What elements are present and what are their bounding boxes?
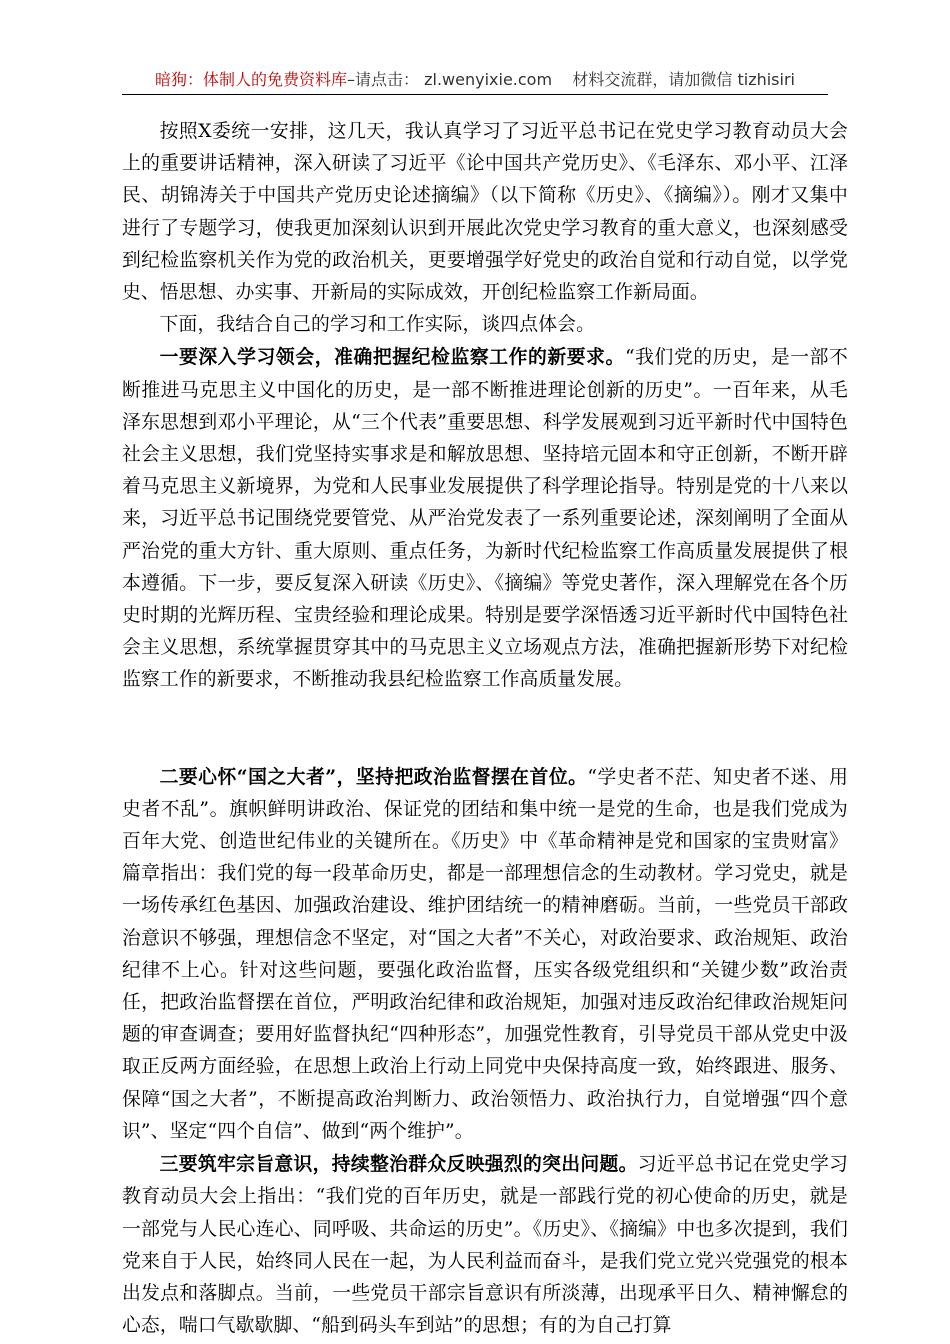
paragraph-overview: 下面，我结合自己的学习和工作实际，谈四点体会。 — [159, 314, 596, 336]
paragraph-intro: 按照X委统一安排，这几天，我认真学习了习近平总书记在党史学习教育动员大会上的重要讲话精神，深入研读了习近平《论中国共产党历史》、《毛泽东、邓小平、江泽民、胡锦涛关于中国共产党历史论述摘编》（以下简称《历史》、《摘编》）。刚才又集中进行了专题学习，使我更加深刻认识到开展此次党史学习教育的重大意义，也深刻感受到纪检监察机关作为党的政治机关，更要增强学好党史的政治自觉和行动自觉，以学党史、悟思想、办实事、开新局的实际成效，开创纪检监察工作新局面。 — [122, 121, 848, 304]
paragraph-point-two — [122, 761, 848, 1148]
point-one-heading: 一要深入学习领会，准确把握纪检监察工作的新要求。 — [159, 346, 625, 369]
site-url-link[interactable]: zl.wenyixie.com — [424, 70, 553, 89]
point-one-text: “我们党的历史，是一部不断推进马克思主义中国化的历史，是一部不断推进理论创新的历史”。一百年来，从毛泽东思想到邓小平理论，从“三个代表”重要思想、科学发展观到习近平新时代中国特色社会主义思想，我们党坚持实事求是和解放思想、坚持培元固本和守正创新，不断开辟着马克思主义新境界，为党和人民事业发展提供了科学理论指导。特别是党的十八来以来，习近平总书记围绕党要管党、从严治党发表了一系列重要论述，深刻阐明了全面从严治党的重大方针、重大原则、重点任务，为新时代纪检监察工作高质量发展提供了根本遵循。下一步，要反复深入研读《历史》、《摘编》等党史著作，深入理解党在各个历史时期的光辉历程、宝贵经验和理论成果。特别是要学深悟透习近平新时代中国特色社会主义思想，系统掌握贯穿其中的马克思主义立场观点方法，准确把握新形势下对纪检监察工作的新要求，不断推动我县纪检监察工作高质量发展。 — [122, 347, 848, 691]
point-two-text: “学史者不茫、知史者不迷、用史者不乱”。旗帜鲜明讲政治、保证党的团结和集中统一是党的生命，也是我们党成为百年大党、创造世纪伟业的关键所在。《历史》中《革命精神是党和国家的宝贵财富》篇章指出：我们党的每一段革命历史，都是一部理想信念的生动教材。学习党史，就是一场传承红色基因、加强政治建设、维护团结统一的精神磨砺。当前，一些党员干部政治意识不够强，理想信念不坚定，对“国之大者”不关心，对政治要求、政治规矩、政治纪律不上心。针对这些问题，要强化政治监督，压实各级党组织和“关键少数”政治责任，把政治监督摆在首位，严明政治纪律和政治规矩，加强对违反政治纪律政治规矩问题的审查调查；要用好监督执纪“四种形态”，加强党性教育，引导党员干部从党史中汲取正反两方面经验，在思想上政治上行动上同党中央保持高度一致，始终跟进、服务、保障“国之大者”，不断提高政治判断力、政治领悟力、政治执行力，自觉增强“四个意识”、坚定“四个自信”、做到“两个维护”。 — [122, 766, 849, 1142]
paragraph-point-one — [122, 341, 848, 696]
click-prompt: –请点击： — [347, 70, 420, 89]
point-two-heading: 二要心怀“国之大者”，坚持把政治监督摆在首位。 — [159, 765, 588, 788]
point-three-heading: 三要筑牢宗旨意识，持续整治群众反映强烈的突出问题。 — [159, 1153, 638, 1176]
point-three-text: 习近平总书记在党史学习教育动员大会上指出：“我们党的百年历史，就是一部践行党的初心使命的历史，就是一部党与人民心连心、同呼吸、共命运的历史”。《历史》、《摘编》中也多次提到，我们党来自于人民，始终同人民在一起，为人民利益而奋斗，是我们党立党兴党强党的根本出发点和落脚点。当前，一些党员干部宗旨意识有所淡薄，出现承平日久、精神懈怠的心态，喘口气歇歇脚、“船到码头车到站”的思想；有的为自己打算 — [122, 1154, 849, 1337]
paragraph-point-three — [122, 1148, 848, 1342]
blank-gap — [122, 697, 848, 761]
document-body — [122, 116, 848, 1342]
page-header — [122, 68, 828, 95]
group-info: 材料交流群，请加微信 tizhisiri — [572, 70, 795, 89]
site-name: 暗狗：体制人的免费资料库 — [154, 70, 347, 89]
